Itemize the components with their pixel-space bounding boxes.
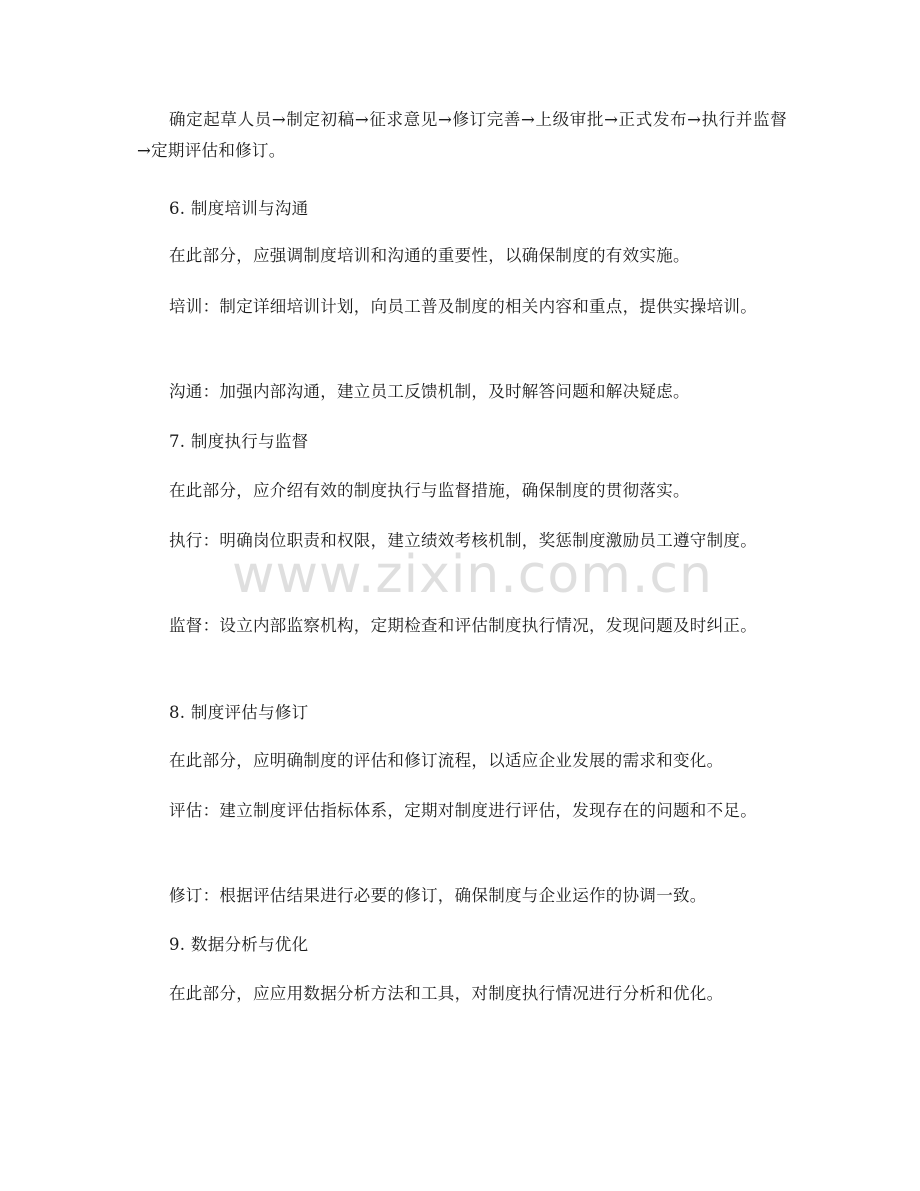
section-9-heading: 9. 数据分析与优化 bbox=[169, 935, 309, 954]
section-6-heading: 6. 制度培训与沟通 bbox=[169, 199, 309, 218]
section-8-heading: 8. 制度评估与修订 bbox=[169, 703, 309, 722]
section-7-intro: 在此部分，应介绍有效的制度执行与监督措施，确保制度的贯彻落实。 bbox=[169, 481, 690, 500]
evaluation-paragraph: 评估：建立制度评估指标体系，定期对制度进行评估，发现存在的问题和不足。 bbox=[169, 801, 757, 820]
section-8-intro: 在此部分，应明确制度的评估和修订流程，以适应企业发展的需求和变化。 bbox=[169, 751, 724, 770]
section-6-intro: 在此部分，应强调制度培训和沟通的重要性，以确保制度的有效实施。 bbox=[169, 246, 690, 265]
section-7-heading: 7. 制度执行与监督 bbox=[169, 432, 309, 451]
supervision-paragraph: 监督：设立内部监察机构，定期检查和评估制度执行情况，发现问题及时纠正。 bbox=[169, 616, 757, 635]
revision-paragraph: 修订：根据评估结果进行必要的修订，确保制度与企业运作的协调一致。 bbox=[169, 886, 707, 905]
execution-paragraph: 执行：明确岗位职责和权限，建立绩效考核机制，奖惩制度激励员工遵守制度。 bbox=[169, 531, 757, 550]
section-9-intro: 在此部分，应应用数据分析方法和工具，对制度执行情况进行分析和优化。 bbox=[169, 984, 724, 1003]
communication-paragraph: 沟通：加强内部沟通，建立员工反馈机制，及时解答问题和解决疑虑。 bbox=[169, 382, 690, 401]
watermark-text: www.zixin.com.cn bbox=[232, 545, 713, 605]
training-paragraph: 培训：制定详细培训计划，向员工普及制度的相关内容和重点，提供实操培训。 bbox=[169, 297, 757, 316]
process-flow-paragraph: 确定起草人员→制定初稿→征求意见→修订完善→上级审批→正式发布→执行并监督→定期评估和修订。 bbox=[137, 110, 787, 160]
